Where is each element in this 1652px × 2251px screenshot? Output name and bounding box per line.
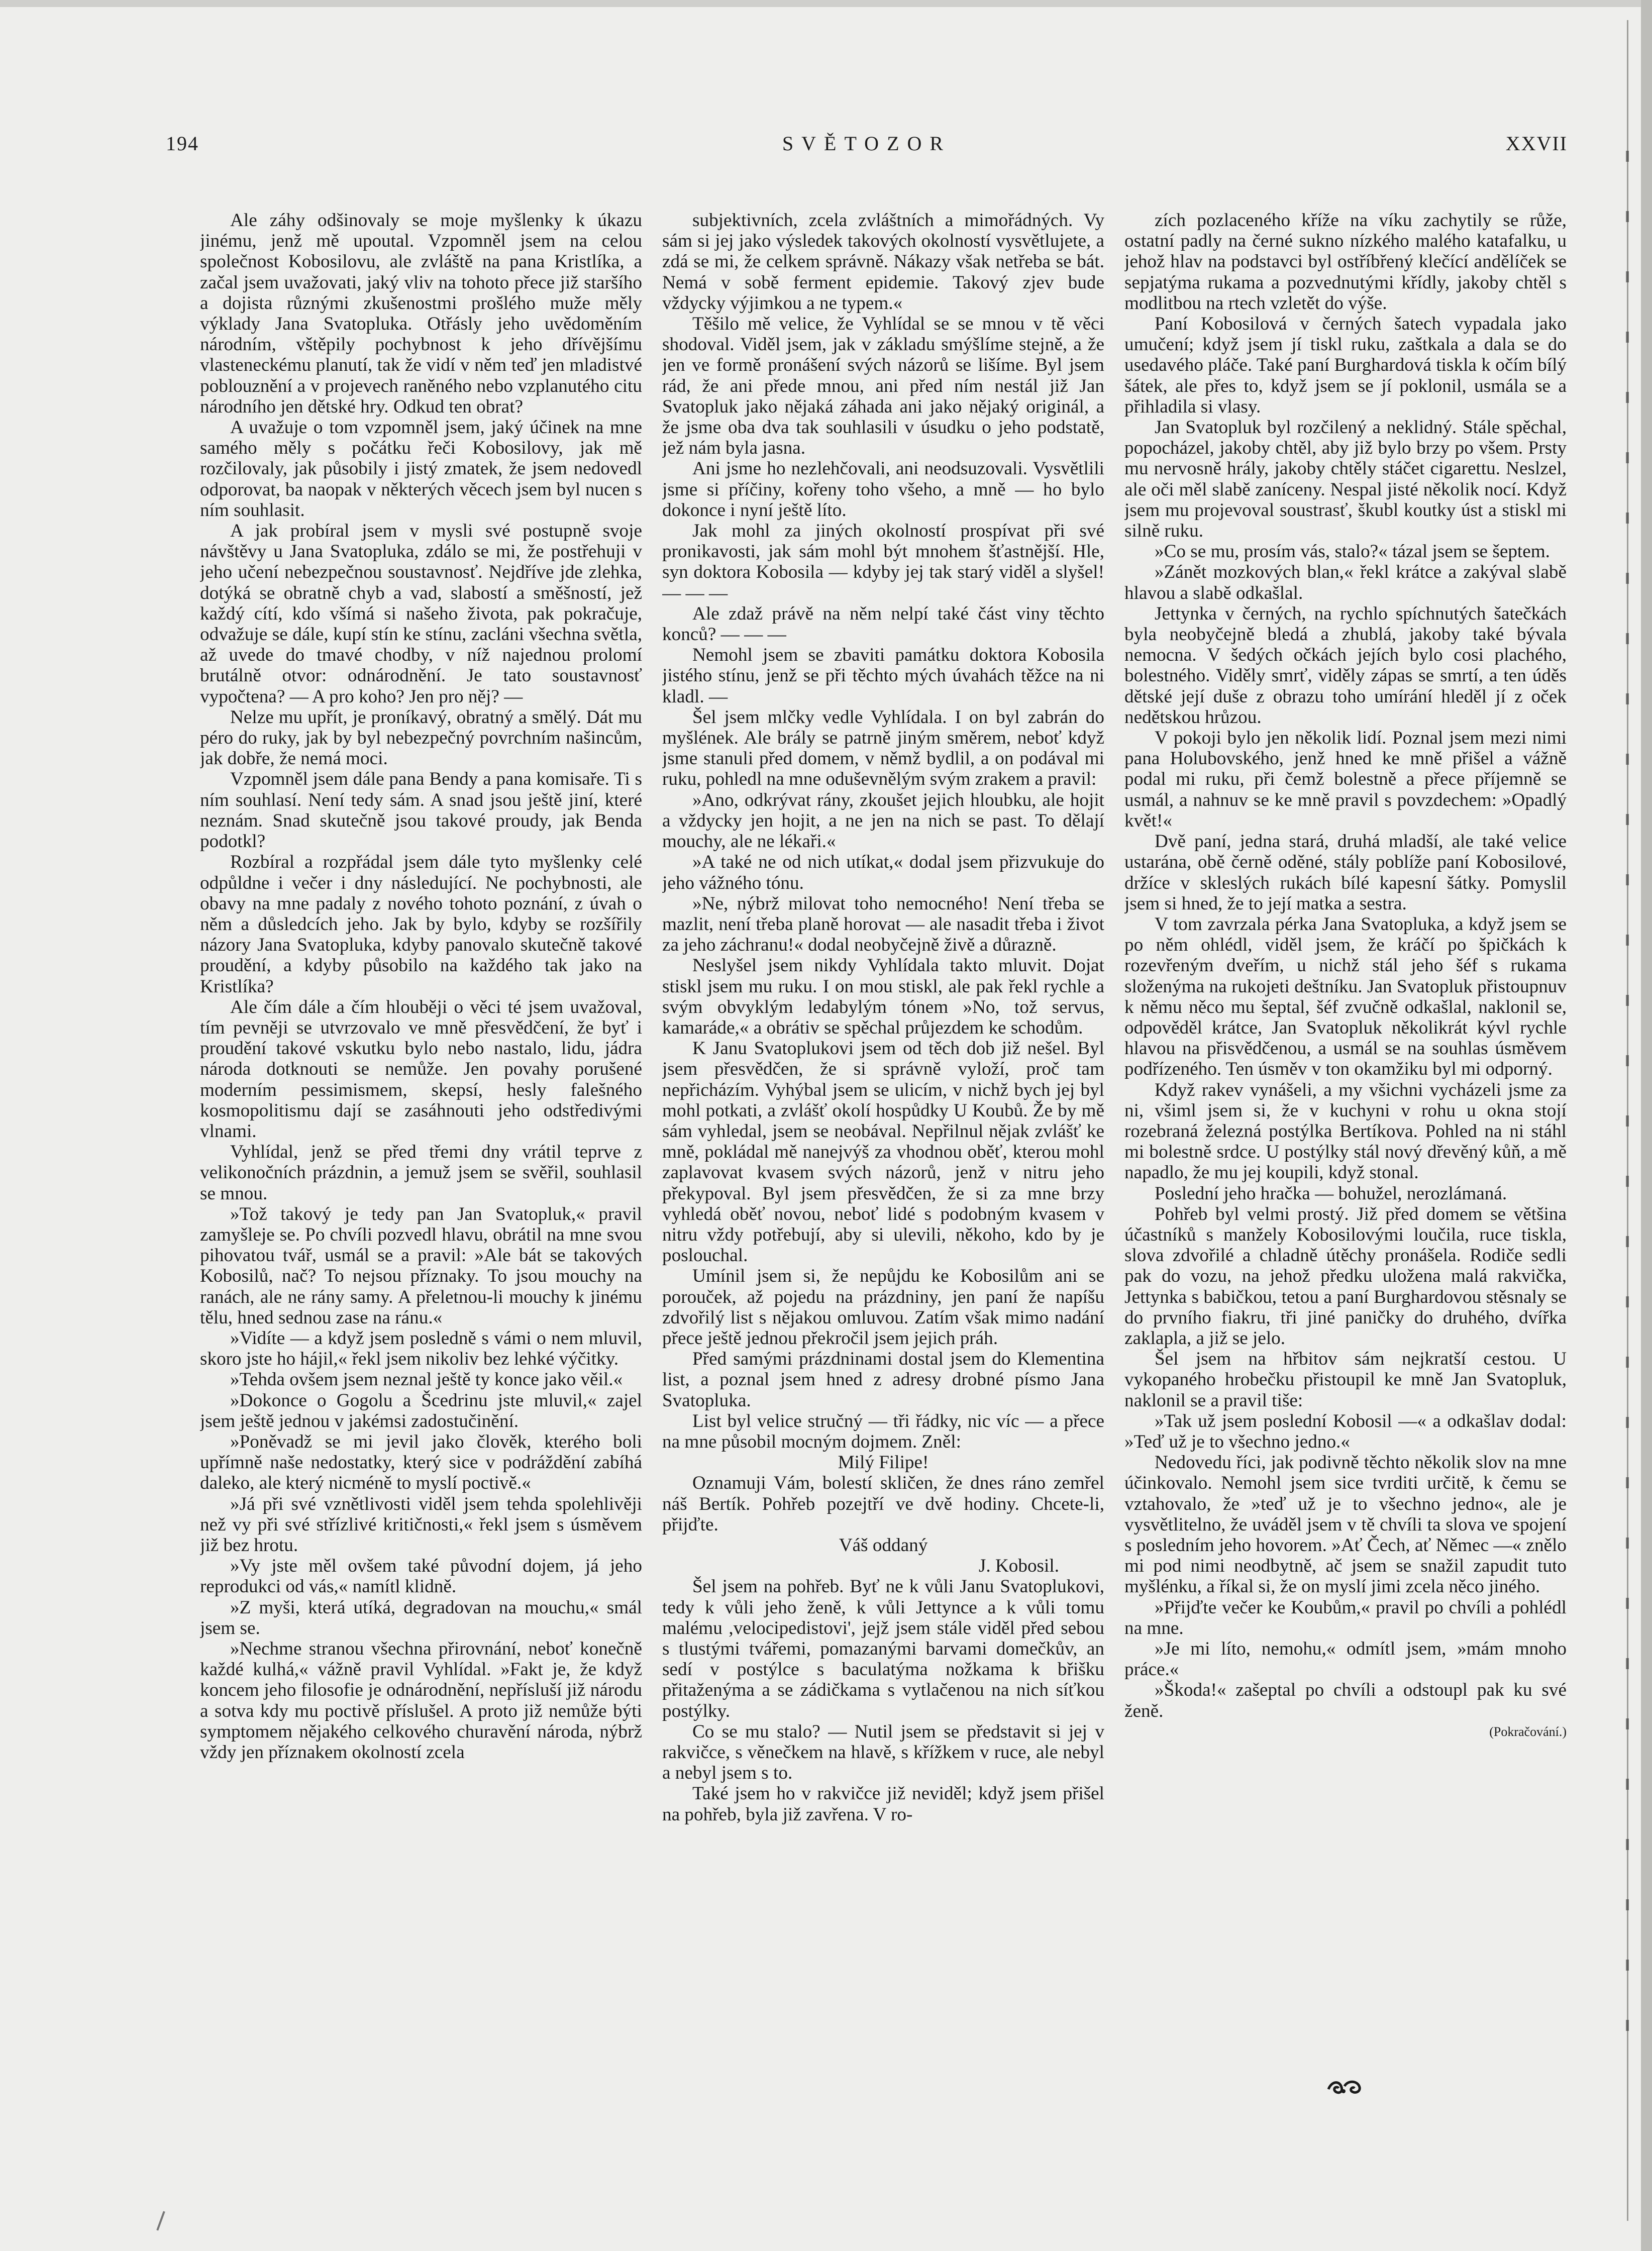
paragraph: Váš oddaný [839, 1535, 928, 1556]
paragraph: Před samými prázdninami dostal jsem do Klementina list, a poznal jsem hned z adresy drobné písmo Jana Svatopluka. [662, 1349, 1104, 1411]
paragraph: Šel jsem mlčky vedle Vyhlídala. I on byl zabrán do myšlének. Ale brály se patrně jiným směrem, neboť když jsme stanuli před domem, v němž bydlil, a on podával mi ruku, pohledl na mne oduševnělým svým zrakem a pravil: [662, 706, 1104, 790]
paragraph: Neslyšel jsem nikdy Vyhlídala takto mluvit. Dojat stiskl jsem mu ruku. I on mou stiskl, ale pak řekl rychle a svým obvyklým ledabylým tónem »No, tož servus, kamaráde,« a obrátiv se spěchal průjezdem ke schodům. [662, 955, 1104, 1038]
column-1 [200, 210, 642, 2109]
page-right-edge [1641, 0, 1652, 2251]
paragraph: Vzpomněl jsem dále pana Bendy a pana komisaře. Ti s ním souhlasí. Není tedy sám. A snad jsou ještě jiní, které neznám. Snad skutečně jsou takové proudy, jak Benda podotkl? [200, 769, 642, 852]
paragraph: subjektivních, zcela zvláštních a mimořádných. Vy sám si jej jako výsledek takových okolností vysvětlujete, a zdá se mi, že celkem správně. Nákazy však netřeba se bát. Nemá v sobě ferment epidemie. Takový zjev bude vždycky výjimkou a ne typem.« [662, 210, 1104, 314]
paragraph: V pokoji bylo jen několik lidí. Poznal jsem mezi nimi pana Holubovského, jenž hned ke mně přišel a vážně podal mi ruku, při čemž bolestně a přece příjemně se usmál, a nahnuv se ke mně pravil s povzdechem: »Opadlý květ!« [1124, 728, 1567, 831]
end-ornament-icon [1326, 2076, 1363, 2096]
paragraph: Umínil jsem si, že nepůjdu ke Kobosilům ani se porouček, až pojedu na prázdniny, jen paní že napíšu zdvořilý list s nějakou omluvou. Zatím však mimo nadání přece ještě jednou překročil jsem jejich práh. [662, 1266, 1104, 1349]
paragraph: »Z myši, která utíká, degradovan na mouchu,« smál jsem se. [200, 1597, 642, 1639]
paragraph: »Dokonce o Gogolu a Šcedrinu jste mluvil,« zajel jsem ještě jednou v jakémsi zadostučinění. [200, 1390, 642, 1431]
paragraph: Oznamuji Vám, bolestí skličen, že dnes ráno zemřel náš Bertík. Pohřeb pozejtří ve dvě hodiny. Chcete-li, přijďte. [662, 1473, 1104, 1535]
paragraph: Pohřeb byl velmi prostý. Již před domem se většina účastníků s manžely Kobosilovými loučila, ruce tiskla, slova zdvořilé a chladně útěchy pronášela. Rodiče sedli pak do vozu, na jehož předku uložena malá rakvička, Jettynka s babičkou, tetou a paní Burghardovou stěsnaly se do prvního fiakru, tři jiné paničky do druhého, dvířka zaklapla, a již se jelo. [1124, 1203, 1567, 1349]
paragraph: »Škoda!« zašeptal po chvíli a odstoupl pak ku své ženě. [1124, 1680, 1567, 1721]
paragraph: Šel jsem na hřbitov sám nejkratší cestou. U vykopaného hrobečku přistoupil ke mně Jan Svatopluk, naklonil se a pravil tiše: [1124, 1349, 1567, 1411]
paragraph: Milý Filipe! [838, 1452, 929, 1473]
paragraph: Jak mohl za jiných okolností prospívat při své pronikavosti, jak sám mohl být mnohem šťastnější. Hle, syn doktora Kobosila — kdyby jej tak starý viděl a slyšel! — — — [662, 521, 1104, 603]
paragraph: »Tak už jsem poslední Kobosil —« a odkašlav dodal: »Teď už je to všechno jedno.« [1124, 1410, 1567, 1452]
paragraph: Když rakev vynášeli, a my všichni vycházeli jsme za ni, všiml jsem si, že v kuchyni v rohu u okna stojí rozebraná železná postýlka Bertíkova. Pohled na ni stáhl mi bolestně srdce. U postýlky stál nový dřevěný kůň, a mě napadlo, že mu jej koupili, když stonal. [1124, 1079, 1567, 1183]
paragraph: zích pozlaceného kříže na víku zachytily se růže, ostatní padly na černé sukno nízkého malého katafalku, u jehož hlav na podstavci byl ostříbřený klečící andělíček se sepjatýma rukama a pozvednutými křídly, jakoby chtěl s modlitbou na rtech vzletět do výše. [1124, 210, 1567, 314]
paragraph: Jan Svatopluk byl rozčilený a neklidný. Stále spěchal, popocházel, jakoby chtěl, aby již bylo brzy po všem. Prsty mu nervosně hrály, jakoby chtěly stáčet cigarettu. Neslzel, ale oči měl slabě zaníceny. Nespal jisté několik nocí. Když jsem mu projevoval soustrasť, škubl koutky úst a stiskl mi silně ruku. [1124, 417, 1567, 542]
paragraph: Ale záhy odšinovaly se moje myšlenky k úkazu jinému, jenž mě upoutal. Vzpomněl jsem na celou společnost Kobosilovu, ale zvláště na pana Kristlíka, a začal jsem uvažovati, jaký vliv na tohoto přece již staršího a dojista různými zkušenostmi prošlého muže měly výklady Jana Svatopluka. Otřásly jeho uvědoměním národním, vštěpily pochybnost k jeho dřívějšímu vlasteneckému planutí, tak že vidí v něm teď jen mladistvé poblouznění a v projevech raněného nebo vzplanutého citu národního jen dětské hry. Odkud ten obrat? [200, 210, 642, 417]
volume-number: XXVII [1505, 132, 1568, 155]
paragraph: Vyhlídal, jenž se před třemi dny vrátil teprve z velikonočních prázdnin, a jemuž jsem se svěřil, souhlasil se mnou. [200, 1142, 642, 1204]
paragraph: »Co se mu, prosím vás, stalo?« tázal jsem se šeptem. [1155, 541, 1550, 562]
page-header [166, 132, 1568, 162]
paragraph: »Je mi líto, nemohu,« odmítl jsem, »mám mnoho práce.« [1124, 1639, 1567, 1680]
page-number: 194 [166, 132, 199, 155]
paragraph: »A také ne od nich utíkat,« dodal jsem přizvukuje do jeho vážného tónu. [662, 852, 1104, 893]
paragraph: Šel jsem na pohřeb. Byť ne k vůli Janu Svatoplukovi, tedy k vůli jeho ženě, k vůli Jettynce a k vůli tomu malému ,velocipedistovi', jejž jsem stále viděl před sebou s tlustými tvářemi, pomazanými barvami domečkův, an sedí v postýlce s baculatýma nožkama k břišku přitaženýma a se zádičkama s vytlačenou na nich síťkou postýlky. [662, 1576, 1104, 1721]
paragraph: Nemohl jsem se zbaviti památku doktora Kobosila jistého stínu, jenž se při těchto mých úvahách těžce na ni kladl. — [662, 645, 1104, 707]
column-2 [662, 210, 1104, 2109]
paragraph: A jak probíral jsem v mysli své postupně svoje návštěvy u Jana Svatopluka, zdálo se mi, že postřehuji v jeho učení nebezpečnou soustavnosť. Nejdříve jde zlehka, dotýká se obratně chyb a vad, slabostí a směšností, jež každý cítí, kdo všímá si našeho života, pak pokračuje, odvažuje se dále, kupí stín ke stínu, zacláni všechna světla, až uvede do tmavé chodby, v níž najednou prolomí brutálně otvor: odnárodnění. Je tato soustavnosť vypočtena? — A pro koho? Jen pro něj? — [200, 521, 642, 707]
paragraph: Dvě paní, jedna stará, druhá mladší, ale také velice ustarána, obě černě oděné, stály poblíže paní Kobosilové, držíce v skleslých rukách bílé kapesní šátky. Pomyslil jsem si hned, že to její matka a sestra. [1124, 831, 1567, 914]
paragraph: J. Kobosil. [978, 1556, 1059, 1577]
paragraph: »Vidíte — a když jsem posledně s vámi o nem mluvil, skoro jste ho hájil,« řekl jsem nikoliv bez lehké výčitky. [200, 1327, 642, 1370]
magazine-title: SVĚTOZOR [782, 132, 952, 155]
paragraph: »Nechme stranou všechna přirovnání, neboť konečně každé kulhá,« vážně pravil Vyhlídal. »Fakt je, že když koncem jeho filosofie je odnárodnění, nepřísluší již národu a sotva kdy mu poctivě příslušel. A proto již nemůže býti symptomem nějakého celkového churavění národa, nýbrž vždy jen příznakem okolností zcela [200, 1639, 642, 1763]
paper-speck [156, 2211, 165, 2231]
paragraph: Paní Kobosilová v černých šatech vypadala jako umučení; když jsem jí tiskl ruku, zaštkala a dala se do usedavého pláče. Také paní Burghardová tiskla k očím bílý šátek, ale přes to, když jsem se jí poklonil, usmála se a přihladila si vlasy. [1124, 314, 1567, 417]
paragraph: Ale zdaž právě na něm nelpí také část viny těchto konců? — — — [662, 603, 1104, 645]
binding-holes [1626, 151, 1629, 2060]
paragraph: »Vy jste měl ovšem také původní dojem, já jeho reprodukci od vás,« namítl klidně. [200, 1556, 642, 1597]
paragraph: K Janu Svatoplukovi jsem od těch dob již nešel. Byl jsem přesvědčen, že si správně vyloží, proč tam nepřicházím. Vyhýbal jsem se ulicím, v nichž bych jej byl mohl potkati, a zvlášť okolí hospůdky U Koubů. Že by mě sám vyhledal, jsem se neobával. Nepřilnul nějak zvlášť ke mně, pokládal mě nanejvýš za vhodnou oběť, kterou mohl zaplavovat kvasem svých názorů, jenž v nitru jeho překypoval. Byl jsem přesvědčen, že si za mne brzy vyhledá oběť novou, neboť lidé s podobným kvasem v nitru vždy potřebují, aby si ulevili, někoho, kdo by je poslouchal. [662, 1038, 1104, 1266]
page-top-edge [0, 0, 1652, 7]
paragraph: Rozbíral a rozpřádal jsem dále tyto myšlenky celé odpůldne i večer i dny následující. Ne pochybnosti, ale obavy na mne padaly z nového tohoto poznání, z úvah o něm a důsledcích jeho. Jak by bylo, kdyby se rozšířily názory Jana Svatopluka, kdyby panovalo skutečně takové proudění, a kdyby působilo na každého tak jako na Kristlíka? [200, 852, 642, 997]
paragraph: Poslední jeho hračka — bohužel, nerozlámaná. [1155, 1183, 1507, 1204]
paragraph: »Ne, nýbrž milovat toho nemocného! Není třeba se mazlit, není třeba planě horovat — ale nasadit třeba i život za jeho záchranu!« dodal neobyčejně živě a důrazně. [662, 893, 1104, 956]
text-columns [200, 210, 1567, 2109]
paragraph: »Poněvadž se mi jevil jako člověk, kterého boli upřímně naše nedostatky, který sice v podráždění zabíhá daleko, ale který nicméně to myslí poctivě.« [200, 1431, 642, 1494]
paragraph: A uvažuje o tom vzpomněl jsem, jaký účinek na mne samého měly s počátku řeči Kobosilovy, jak mě rozčilovaly, jak působily i jistý zmatek, že jsem nedovedl odporovat, ba naopak v některých věcech jsem byl nucen s ním souhlasit. [200, 417, 642, 521]
paragraph: »Tehda ovšem jsem neznal ještě ty konce jako věil.« [230, 1369, 623, 1390]
paragraph: »Zánět mozkových blan,« řekl krátce a zakýval slabě hlavou a slabě odkašlal. [1124, 562, 1567, 603]
paragraph: Jettynka v černých, na rychlo spíchnutých šatečkách byla neobyčejně bledá a zhublá, jakoby také bývala nemocna. V šedých očkách jejích bylo cosi plachého, bolestného. Viděly smrť, viděly zápas se smrtí, a ten úděs dětské její duše z obrazu toho umírání hleděl jí z oček nedětskou hrůzou. [1124, 603, 1567, 728]
paragraph: Nedovedu říci, jak podivně těchto několik slov na mne účinkovalo. Nemohl jsem sice tvrditi určitě, k čemu se vztahovalo, že »teď už je to všechno jedno«, ale je vysvětlitelno, že uváděl jsem v tě chvíli ta slova ve spojení s posledním jeho hovorem. »Ať Čech, ať Němec —« znělo mi pod nimi neodbytně, ač jsem se snažil zapudit tuto myšlénku, a říkal si, že on myslí jimi zcela něco jiného. [1124, 1452, 1567, 1597]
paragraph: Těšilo mě velice, že Vyhlídal se se mnou v tě věci shodoval. Viděl jsem, jak v základu smýšlíme stejně, a že jen ve formě pronášení svých názorů se lišíme. Byl jsem rád, že ani přede mnou, ani před ním nestál již Jan Svatopluk jako nějaká záhada ani jako nějaký originál, a že jsme oba dva tak souhlasili v úsudku o jeho podstatě, jež nám byla jasna. [662, 314, 1104, 459]
paragraph: »Ano, odkrývat rány, zkoušet jejich hloubku, ale hojit a vždycky jen hojit, a ne jen na nich se past. To dělají mouchy, ale ne lékaři.« [662, 789, 1104, 852]
paragraph: Ani jsme ho nezlehčovali, ani neodsuzovali. Vysvětlili jsme si příčiny, kořeny toho všeho, a mně — ho bylo dokonce i nyní ještě líto. [662, 458, 1104, 521]
column-3 [1124, 210, 1567, 2109]
paragraph: »Tož takový je tedy pan Jan Svatopluk,« pravil zamyšleje se. Po chvíli pozvedl hlavu, obrátil na mne svou pihovatou tvář, usmál se a pravil: »Ale bát se takových Kobosilů, nač? To nejsou příznaky. To jsou mouchy na ranách, ale ne rány samy. A přeletnou-li mouchy k jinému tělu, hned sednou zase na ránu.« [200, 1203, 642, 1328]
paragraph: Také jsem ho v rakvičce již neviděl; když jsem přišel na pohřeb, byla již zavřena. V ro- [662, 1783, 1104, 1825]
continuation-note: (Pokračování.) [1489, 1724, 1567, 1739]
paragraph: Nelze mu upřít, je proníkavý, obratný a smělý. Dát mu péro do ruky, jak by byl nebezpečný povrchním našincům, jak dobře, že nemá moci. [200, 706, 642, 769]
paragraph: List byl velice stručný — tři řádky, nic víc — a přece na mne působil mocným dojmem. Zněl: [662, 1410, 1104, 1452]
paragraph: V tom zavrzala pérka Jana Svatopluka, a když jsem se po něm ohlédl, viděl jsem, že kráčí po špičkách k rozevřeným dveřím, u nichž stál jeho šéf s rukama složenýma na rukojeti deštníku. Jan Svatopluk přistoupnuv k němu něco mu šeptal, šéf zvučně odkašlal, naklonil se, odpověděl krátce, Jan Svatopluk několikrát kývl rychle hlavou na přisvědčenou, a usmál se na souhlas úsměvem podřízeného. Ten úsměv v ton okamžiku byl mi odporný. [1124, 913, 1567, 1080]
paragraph: Ale čím dále a čím hlouběji o věci té jsem uvažoval, tím pevněji se utvrzovalo ve mně přesvědčení, že byť i proudění takové vskutku bylo nebo nastalo, lidu, jádra národa dotknouti se nemůže. Jen povahy porušené moderním pessimismem, skepsí, hesly falešného kosmopolitismu dají se zasáhnouti jeho odstředivými vlnami. [200, 996, 642, 1142]
paragraph: »Já při své vznětlivosti viděl jsem tehda spolehlivěji než vy při své střízlivé kritičnosti,« řekl jsem s úsměvem již bez hrotu. [200, 1493, 642, 1556]
paragraph: »Přijďte večer ke Koubům,« pravil po chvíli a pohlédl na mne. [1124, 1597, 1567, 1639]
paragraph: Co se mu stalo? — Nutil jsem se představit si jej v rakvičce, s věnečkem na hlavě, s křížkem v ruce, ale nebyl a nebyl jsem s to. [662, 1721, 1104, 1784]
